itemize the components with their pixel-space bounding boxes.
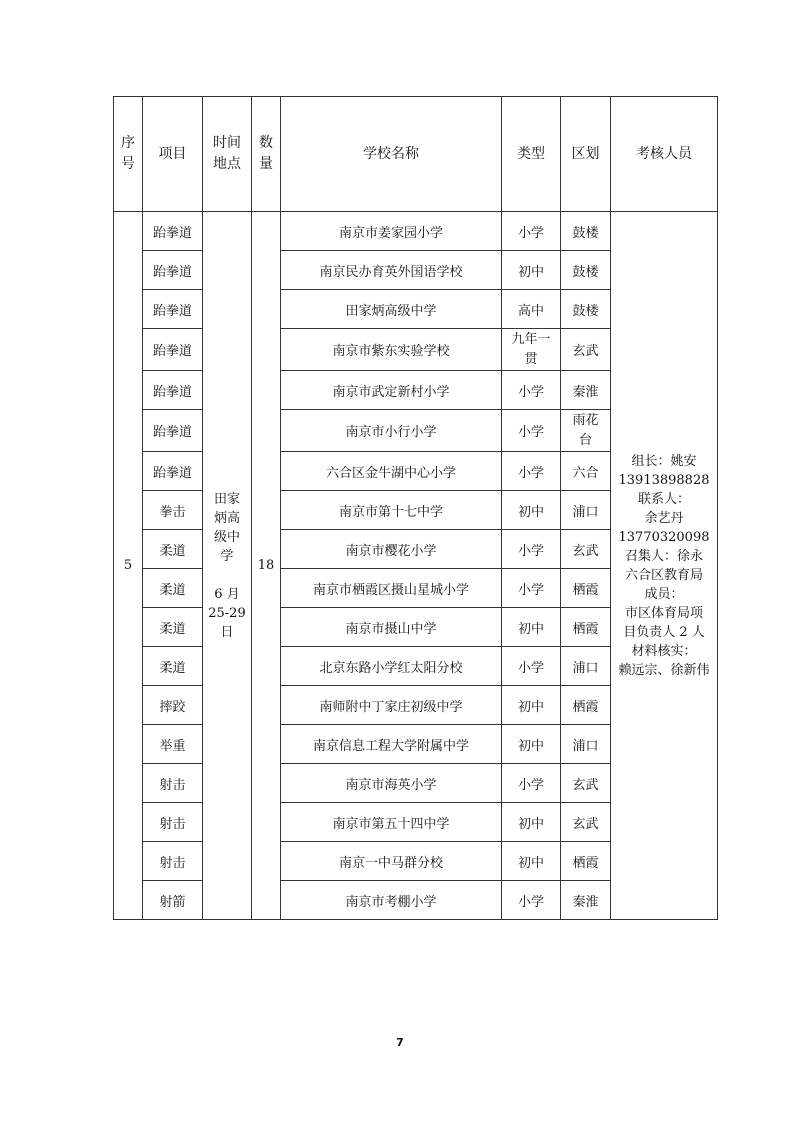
district-cell: 玄武 (561, 803, 611, 842)
district-cell: 浦口 (561, 725, 611, 764)
reviewer-line: 13770320098 (618, 529, 710, 545)
district-cell: 栖霞 (561, 842, 611, 881)
item-cell: 举重 (143, 725, 203, 764)
school-type-cell: 小学 (502, 371, 561, 410)
school-name-cell: 南京市海英小学 (281, 764, 502, 803)
header-school: 学校名称 (281, 97, 502, 212)
reviewer-line: 材料核实： (631, 643, 697, 659)
school-type-cell: 小学 (502, 569, 561, 608)
district-cell (561, 410, 611, 452)
district-cell: 玄武 (561, 329, 611, 371)
item-cell: 跆拳道 (143, 251, 203, 290)
school-type-line: 九年一 (511, 331, 551, 347)
item-cell: 跆拳道 (143, 329, 203, 371)
school-name-cell: 南京市摄山中学 (281, 608, 502, 647)
item-cell: 摔跤 (143, 686, 203, 725)
school-type-cell: 初中 (502, 608, 561, 647)
header-count: 数量 (252, 97, 281, 212)
time-place-line (203, 566, 251, 585)
school-type-cell: 小学 (502, 647, 561, 686)
school-name-cell: 南京市小行小学 (281, 410, 502, 452)
school-name-cell: 南京市栖霞区摄山星城小学 (281, 569, 502, 608)
district-line: 台 (578, 432, 592, 448)
school-type-cell (502, 329, 561, 371)
reviewer-line: 成员： (644, 586, 684, 602)
school-name-cell: 南京市紫东实验学校 (281, 329, 502, 371)
district-line: 雨花 (572, 412, 599, 428)
school-assessment-table (113, 96, 718, 920)
district-cell: 浦口 (561, 491, 611, 530)
school-type-cell: 初中 (502, 491, 561, 530)
district-cell: 栖霞 (561, 686, 611, 725)
school-name-cell: 北京东路小学红太阳分校 (281, 647, 502, 686)
reviewer-line: 联系人： (637, 491, 690, 507)
school-type-cell: 初中 (502, 686, 561, 725)
header-item: 项目 (143, 97, 203, 212)
item-cell: 柔道 (143, 608, 203, 647)
school-name-cell: 田家炳高级中学 (281, 290, 502, 329)
item-cell: 柔道 (143, 569, 203, 608)
table-header-row (114, 97, 718, 212)
header-type: 类型 (502, 97, 561, 212)
reviewer-line: 13913898828 (618, 472, 710, 488)
school-name-cell: 南京信息工程大学附属中学 (281, 725, 502, 764)
item-cell: 射击 (143, 803, 203, 842)
district-cell: 鼓楼 (561, 251, 611, 290)
district-cell: 秦淮 (561, 881, 611, 920)
school-name-cell: 南京市第五十四中学 (281, 803, 502, 842)
time-place-line: 级中 (213, 529, 240, 545)
district-cell: 秦淮 (561, 371, 611, 410)
item-cell: 柔道 (143, 647, 203, 686)
header-seq: 序号 (114, 97, 143, 212)
school-name-cell: 南京市武定新村小学 (281, 371, 502, 410)
school-name-cell: 六合区金牛湖中心小学 (281, 452, 502, 491)
district-cell: 浦口 (561, 647, 611, 686)
item-cell: 跆拳道 (143, 410, 203, 452)
item-cell: 射击 (143, 764, 203, 803)
table-row (114, 212, 718, 251)
school-name-cell: 南京民办育英外国语学校 (281, 251, 502, 290)
district-cell: 鼓楼 (561, 290, 611, 329)
reviewer-line: 六合区教育局 (624, 567, 703, 583)
time-place-line: 6 月 (214, 586, 240, 602)
school-type-cell: 高中 (502, 290, 561, 329)
district-cell: 六合 (561, 452, 611, 491)
item-cell: 柔道 (143, 530, 203, 569)
item-cell: 射击 (143, 842, 203, 881)
item-cell: 跆拳道 (143, 452, 203, 491)
item-cell: 跆拳道 (143, 371, 203, 410)
district-cell: 栖霞 (561, 608, 611, 647)
district-cell: 栖霞 (561, 569, 611, 608)
time-place-line: 炳高 (213, 510, 240, 526)
district-cell: 鼓楼 (561, 212, 611, 251)
school-type-cell: 小学 (502, 212, 561, 251)
header-time-place: 时间地点 (203, 97, 252, 212)
item-cell: 跆拳道 (143, 212, 203, 251)
reviewers-cell (611, 212, 718, 920)
school-name-cell: 南京市姜家园小学 (281, 212, 502, 251)
school-name-cell: 南京市考棚小学 (281, 881, 502, 920)
time-place-line: 25-29 (208, 605, 246, 621)
school-type-cell: 初中 (502, 803, 561, 842)
school-name-cell: 南京市樱花小学 (281, 530, 502, 569)
school-type-cell: 小学 (502, 764, 561, 803)
school-type-cell: 小学 (502, 410, 561, 452)
district-cell: 玄武 (561, 530, 611, 569)
reviewer-line: 组长：姚安 (631, 453, 697, 469)
reviewer-line: 市区体育局项 (624, 605, 703, 621)
time-place-cell (203, 212, 252, 920)
school-name-cell: 南师附中丁家庄初级中学 (281, 686, 502, 725)
reviewer-line: 目负责人 2 人 (623, 624, 705, 640)
district-cell: 玄武 (561, 764, 611, 803)
school-type-line: 贯 (524, 351, 538, 367)
item-cell: 拳击 (143, 491, 203, 530)
reviewer-line: 召集人：徐永 (624, 548, 703, 564)
item-cell: 射箭 (143, 881, 203, 920)
header-district: 区划 (561, 97, 611, 212)
school-type-cell: 初中 (502, 842, 561, 881)
reviewer-line: 赖远宗、徐新伟 (618, 662, 710, 678)
school-name-cell: 南京市第十七中学 (281, 491, 502, 530)
school-type-cell: 小学 (502, 881, 561, 920)
school-name-cell: 南京一中马群分校 (281, 842, 502, 881)
school-type-cell: 小学 (502, 530, 561, 569)
school-type-cell: 初中 (502, 725, 561, 764)
reviewer-line: 余艺丹 (644, 510, 684, 526)
school-type-cell: 初中 (502, 251, 561, 290)
item-cell: 跆拳道 (143, 290, 203, 329)
school-type-cell: 小学 (502, 452, 561, 491)
time-place-line: 田家 (213, 491, 240, 507)
header-reviewers: 考核人员 (611, 97, 718, 212)
time-place-line: 日 (220, 624, 234, 640)
time-place-line: 学 (220, 548, 234, 564)
seq-cell: 5 (114, 212, 143, 920)
page-number: 7 (396, 1036, 404, 1049)
count-cell: 18 (252, 212, 281, 920)
